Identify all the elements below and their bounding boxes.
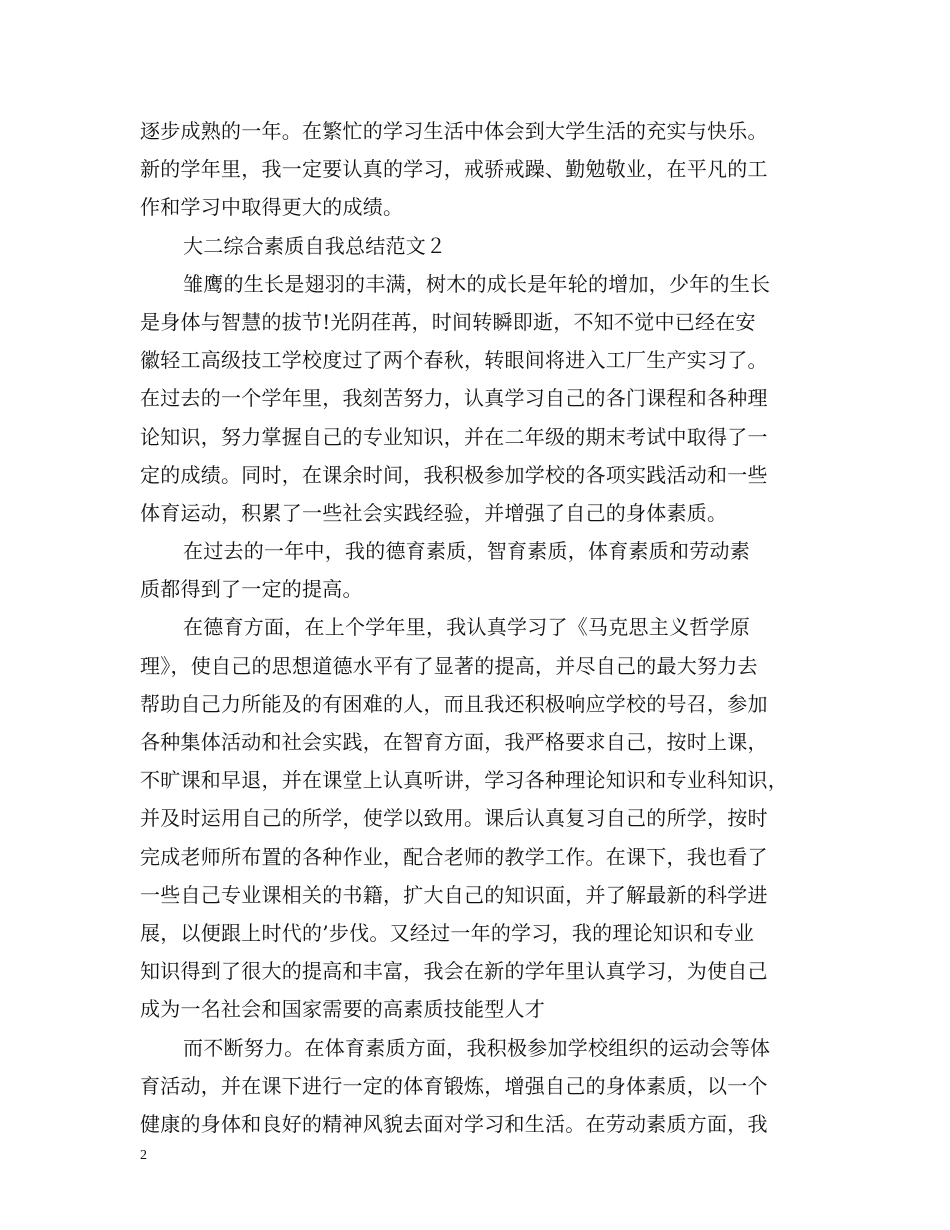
page-number: 2 — [140, 1148, 147, 1163]
text-line: 在过去的一个学年里，我刻苦努力，认真学习自己的各门课程和各种理 — [140, 386, 768, 411]
text-line: 定的成绩。同时，在课余时间，我积极参加学校的各项实践活动和一些 — [140, 462, 768, 487]
text-line: 一些自己专业课相关的书籍，扩大自己的知识面，并了解最新的科学进 — [140, 882, 768, 907]
text-line: 新的学年里，我一定要认真的学习，戒骄戒躁、勤勉敬业，在平凡的工 — [140, 157, 768, 182]
text-line: 在过去的一年中，我的德育素质，智育素质，体育素质和劳动素 — [183, 539, 750, 564]
text-line: 作和学习中取得更大的成绩。 — [140, 195, 404, 220]
text-line: 并及时运用自己的所学，使学以致用。课后认真复习自己的所学，按时 — [140, 806, 768, 831]
text-line: 雏鹰的生长是翅羽的丰满，树木的成长是年轮的增加，少年的生长 — [183, 271, 771, 296]
text-line: 而不断努力。在体育素质方面，我积极参加学校组织的运动会等体 — [183, 1035, 771, 1060]
text-line: 各种集体活动和社会实践，在智育方面，我严格要求自己，按时上课， — [140, 730, 768, 754]
text-line: 健康的身体和良好的精神风貌去面对学习和生活。在劳动素质方面，我 — [140, 1111, 768, 1136]
text-line: 理》，使自己的思想道德水平有了显著的提高，并尽自己的最大努力去 — [140, 653, 758, 678]
text-line: 展，以便跟上时代的’步伐。又经过一年的学习，我的理论知识和专业 — [140, 920, 755, 945]
text-line: 质都得到了一定的提高。 — [140, 577, 363, 602]
text-line: 完成老师所布置的各种作业，配合老师的教学工作。在课下，我也看了 — [140, 844, 768, 869]
text-line: 体育运动，积累了一些社会实践经验，并增强了自己的身体素质。 — [140, 500, 728, 525]
text-line: 大二综合素质自我总结范文２ — [183, 233, 447, 258]
text-line: 成为一名社会和国家需要的高素质技能型人才 — [140, 997, 545, 1022]
text-line: 帮助自己力所能及的有困难的人，而且我还积极响应学校的号召，参加 — [140, 691, 768, 716]
text-line: 逐步成熟的一年。在繁忙的学习生活中体会到大学生活的充实与快乐。 — [140, 119, 768, 143]
text-line: 徽轻工高级技工学校度过了两个春秋，转眼间将进入工厂生产实习了。 — [140, 348, 768, 373]
body-text — [140, 112, 815, 1143]
text-line: 在德育方面，在上个学年里，我认真学习了《马克思主义哲学原 — [183, 615, 750, 640]
text-line: 是身体与智慧的拔节!光阴荏苒，时间转瞬即逝，不知不觉中已经在安 — [140, 309, 756, 334]
text-line: 育活动，并在课下进行一定的体育锻炼，增强自己的身体素质，以一个 — [140, 1073, 768, 1098]
text-line: 不旷课和早退，并在课堂上认真听讲，学习各种理论知识和专业科知识， — [140, 768, 788, 793]
text-line: 论知识，努力掌握自己的专业知识，并在二年级的期末考试中取得了一 — [140, 424, 768, 449]
text-line: 知识得到了很大的提高和丰富，我会在新的学年里认真学习，为使自己 — [140, 959, 768, 984]
